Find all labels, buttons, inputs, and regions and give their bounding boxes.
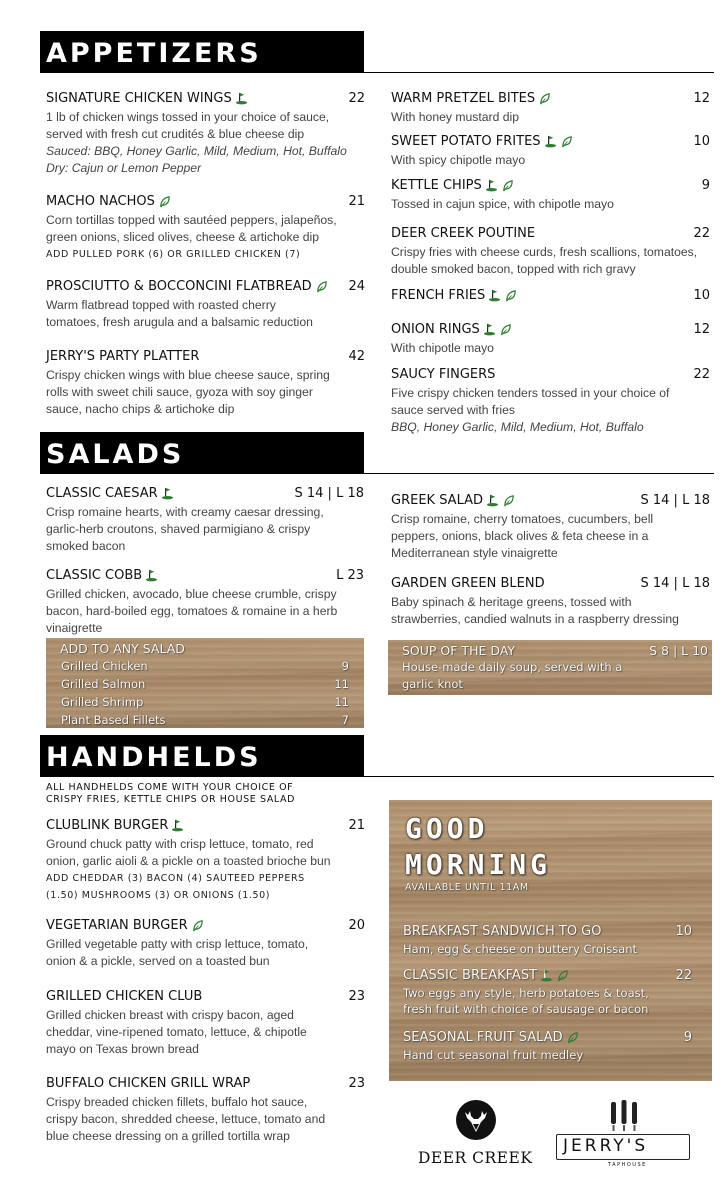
- handhelds-title: HANDHELDS: [46, 742, 262, 773]
- menu-item-description-line: cheddar, vine-ripened tomato, lettuce, & chipotle: [46, 1025, 307, 1039]
- leaf-icon: [502, 494, 515, 507]
- menu-item-name-text: CLASSIC BREAKFAST: [403, 968, 538, 983]
- leaf-icon: [315, 280, 328, 293]
- menu-item-name-text: FRENCH FRIES: [391, 288, 486, 303]
- menu-item: [403, 968, 692, 1028]
- add-on-row: [61, 712, 349, 729]
- menu-item-description-line: Five crispy chicken tenders tossed in your choice of: [391, 386, 670, 400]
- menu-item-description-line: Grilled vegetable patty with crisp lettuce, tomato,: [46, 937, 309, 951]
- menu-item-name: [391, 178, 514, 193]
- menu-item-description-line: 1 lb of chicken wings tossed in your choice of sauce,: [46, 110, 330, 124]
- menu-item-description-line: double smoked bacon, topped with rich gravy: [391, 262, 636, 276]
- menu-item-name-text: SEASONAL FRUIT SALAD: [403, 1030, 563, 1045]
- menu-item: [46, 918, 365, 998]
- menu-item-name-text: SWEET POTATO FRITES: [391, 134, 541, 149]
- menu-item-description-line: With chipotle mayo: [391, 341, 494, 355]
- menu-item-description-line: Grilled chicken, avocado, blue cheese crumble, crispy: [46, 587, 337, 601]
- menu-item-name: [46, 918, 204, 933]
- menu-item-description-line: rolls with sweet chili sauce, gyoza with soy ginger: [46, 385, 313, 399]
- leaf-icon: [556, 969, 569, 982]
- soup-price: S 8 | L 10: [649, 643, 708, 658]
- leaf-icon: [538, 92, 551, 105]
- menu-item-price: 21: [348, 194, 365, 209]
- menu-item-description: [391, 109, 519, 126]
- menu-item-price: 9: [683, 1030, 692, 1045]
- golf-flag-icon: [486, 494, 499, 507]
- salads-header: [40, 432, 364, 474]
- good-morning-subtitle: AVAILABLE UNTIL 11AM: [405, 882, 529, 893]
- menu-item-addon: ADD PULLED PORK (6) OR GRILLED CHICKEN (7): [46, 249, 301, 260]
- golf-flag-icon: [171, 819, 184, 832]
- jerrys-subtitle: TAPHOUSE: [608, 1162, 647, 1168]
- menu-item: [391, 576, 710, 646]
- handhelds-note: [46, 782, 295, 806]
- menu-item-name-text: GREEK SALAD: [391, 493, 484, 508]
- menu-item-price: 10: [693, 288, 710, 303]
- menu-item-name-text: CLASSIC COBB: [46, 568, 143, 583]
- menu-item-description: [46, 1094, 325, 1145]
- menu-item-price: 10: [675, 924, 692, 939]
- menu-item-price: S 14 | L 18: [640, 576, 710, 591]
- menu-item-description: [403, 941, 637, 957]
- menu-item-name: [391, 91, 551, 106]
- menu-item-name: [46, 989, 202, 1004]
- menu-item-description-line: crispy bacon, shredded cheese, lettuce, tomato and: [46, 1112, 326, 1126]
- good-morning-box: [389, 800, 712, 1081]
- handhelds-rule: [364, 776, 714, 777]
- add-on-label: Plant Based Fillets: [61, 713, 166, 727]
- salads-title: SALADS: [46, 439, 185, 470]
- handhelds-header: [40, 735, 364, 777]
- menu-item-description-line: Sauced: BBQ, Honey Garlic, Mild, Medium, Hot, Buffalo: [46, 144, 347, 158]
- menu-item-description: [46, 367, 330, 418]
- jerrys-logo: [556, 1098, 690, 1170]
- add-on-price: 11: [334, 677, 349, 691]
- menu-item-description-line: served with fresh cut crudités & blue cheese dip: [46, 127, 305, 141]
- menu-item-description: [46, 504, 324, 555]
- jerrys-wordmark: JERRY'S: [563, 1136, 649, 1156]
- good-morning-title-line2: MORNING: [405, 848, 552, 881]
- appetizers-header: [40, 31, 364, 73]
- menu-item-description: [391, 385, 669, 436]
- menu-item-description-line: Tossed in cajun spice, with chipotle mayo: [391, 197, 614, 211]
- menu-item-description: [391, 511, 653, 562]
- deer-creek-wordmark: DEER CREEK: [418, 1149, 533, 1167]
- menu-item-name-text: KETTLE CHIPS: [391, 178, 482, 193]
- menu-item-name-text: WARM PRETZEL BITES: [391, 91, 536, 106]
- menu-item-description-line: Grilled chicken breast with crispy bacon, aged: [46, 1008, 294, 1022]
- jerrys-badge: [556, 1134, 690, 1160]
- menu-item-description-line: peppers, onions, black olives & feta cheese in a: [391, 529, 649, 543]
- menu-item-description: [391, 594, 679, 628]
- add-on-row: [61, 658, 349, 675]
- menu-item-name-text: MACHO NACHOS: [46, 194, 155, 209]
- menu-item-description-line: blue cheese dressing on a grilled tortilla wrap: [46, 1129, 290, 1143]
- menu-item-description-line: sauce served with fries: [391, 403, 515, 417]
- beer-taps-icon: [604, 1098, 644, 1138]
- menu-item-description: [46, 586, 337, 637]
- menu-item-name: [46, 349, 199, 364]
- leaf-icon: [504, 289, 517, 302]
- menu-item-price: 22: [675, 968, 692, 983]
- menu-item-description-line: Hand cut seasonal fruit medley: [403, 1048, 584, 1062]
- menu-item-name-text: VEGETARIAN BURGER: [46, 918, 188, 933]
- menu-item-price: S 14 | L 18: [294, 486, 364, 501]
- menu-item-description-line: vinaigrette: [46, 621, 103, 635]
- menu-item-description-line: With honey mustard dip: [391, 110, 520, 124]
- menu-item-name-text: SIGNATURE CHICKEN WINGS: [46, 91, 232, 106]
- menu-item: [46, 349, 365, 429]
- menu-item: [391, 226, 710, 296]
- golf-flag-icon: [483, 323, 496, 336]
- handhelds-note-line: CRISPY FRIES, KETTLE CHIPS OR HOUSE SALAD: [46, 794, 296, 805]
- menu-item-description-line: Two eggs any style, herb potatoes & toast,: [403, 986, 649, 1000]
- golf-flag-icon: [161, 487, 174, 500]
- menu-item-name-text: CLASSIC CAESAR: [46, 486, 158, 501]
- menu-item-name: [46, 486, 174, 501]
- soup-desc-line: House-made daily soup, served with a: [402, 660, 623, 674]
- menu-item-description: [46, 1007, 307, 1058]
- menu-item-description-line: Crispy fries with cheese curds, fresh scallions, tomatoes,: [391, 245, 698, 259]
- menu-item-description: [46, 936, 308, 970]
- appetizers-rule: [364, 72, 714, 73]
- menu-item-name: [403, 1030, 579, 1045]
- menu-item-name-text: GARDEN GREEN BLEND: [391, 576, 545, 591]
- menu-item-description-line: Ground chuck patty with crisp lettuce, tomato, red: [46, 837, 314, 851]
- menu-item-description-line: mayo on Texas brown bread: [46, 1042, 199, 1056]
- menu-item-name: [46, 91, 248, 106]
- menu-item-price: 42: [348, 349, 365, 364]
- menu-item-description-line: strawberries, candied walnuts in a raspberry dressing: [391, 612, 679, 626]
- menu-item-description: [391, 340, 494, 357]
- menu-item-name-text: DEER CREEK POUTINE: [391, 226, 536, 241]
- menu-item-price: 9: [701, 178, 710, 193]
- menu-item-addon: (1.50) MUSHROOMS (3) OR ONIONS (1.50): [46, 890, 271, 901]
- menu-item-name-text: CLUBLINK BURGER: [46, 818, 169, 833]
- menu-item-description: [46, 297, 313, 331]
- leaf-icon: [191, 919, 204, 932]
- soup-title: SOUP OF THE DAY: [402, 643, 515, 658]
- add-to-salad-title: ADD TO ANY SALAD: [60, 641, 185, 656]
- menu-item-name: [391, 134, 573, 149]
- menu-item: [46, 568, 364, 638]
- leaf-icon: [499, 323, 512, 336]
- menu-item-description-line: Crispy chicken wings with blue cheese sauce, spring: [46, 368, 330, 382]
- menu-item-description: [46, 109, 347, 177]
- add-on-label: Grilled Salmon: [61, 677, 146, 691]
- menu-item-price: S 14 | L 18: [640, 493, 710, 508]
- menu-item-name: [391, 493, 515, 508]
- menu-item: [403, 1030, 692, 1090]
- add-on-row: [61, 694, 349, 711]
- menu-item-price: 21: [348, 818, 365, 833]
- menu-item-description: [46, 212, 337, 263]
- menu-item-name: [403, 924, 602, 939]
- menu-item-price: 23: [348, 1076, 365, 1091]
- menu-item-name-text: BREAKFAST SANDWICH TO GO: [403, 924, 602, 939]
- menu-item-price: L 23: [336, 568, 364, 583]
- golf-flag-icon: [235, 92, 248, 105]
- leaf-icon: [501, 179, 514, 192]
- menu-item-price: 22: [348, 91, 365, 106]
- soup-of-the-day-box: [388, 640, 712, 695]
- menu-item-name: [46, 818, 184, 833]
- menu-item-name: [46, 568, 158, 583]
- menu-item-description: [391, 196, 614, 213]
- leaf-icon: [560, 135, 573, 148]
- menu-item: [46, 486, 364, 556]
- menu-item-description-line: Crispy breaded chicken fillets, buffalo hot sauce,: [46, 1095, 308, 1109]
- leaf-icon: [158, 195, 171, 208]
- menu-item-name-text: ONION RINGS: [391, 322, 480, 337]
- menu-item-name-text: JERRY'S PARTY PLATTER: [46, 349, 200, 364]
- golf-flag-icon: [544, 135, 557, 148]
- menu-item-addon: ADD CHEDDAR (3) BACON (4) SAUTEED PEPPERS: [46, 873, 305, 884]
- menu-item-description-line: green onions, sliced olives, cheese & artichoke dip: [46, 230, 320, 244]
- menu-item-price: 12: [693, 91, 710, 106]
- menu-item-price: 24: [348, 279, 365, 294]
- handhelds-note-line: ALL HANDHELDS COME WITH YOUR CHOICE OF: [46, 782, 294, 793]
- golf-flag-icon: [488, 289, 501, 302]
- menu-item: [46, 818, 365, 901]
- add-on-label: Grilled Shrimp: [61, 695, 144, 709]
- menu-item-description-line: Ham, egg & cheese on buttery Croissant: [403, 942, 638, 956]
- menu-item-price: 20: [348, 918, 365, 933]
- menu-item-description-line: onion, garlic aioli & a pickle on a toasted brioche bun: [46, 854, 331, 868]
- menu-item-description-line: Dry: Cajun or Lemon Pepper: [46, 161, 202, 175]
- menu-item-description-line: onion & a pickle, served on a toasted bun: [46, 954, 270, 968]
- menu-item-description: [46, 836, 331, 904]
- menu-item: [46, 279, 365, 359]
- menu-item-description-line: bacon, hard-boiled egg, tomatoes & romaine in a herb: [46, 604, 338, 618]
- menu-item-name-text: BUFFALO CHICKEN GRILL WRAP: [46, 1076, 251, 1091]
- menu-item: [46, 91, 365, 175]
- menu-item-name: [46, 1076, 250, 1091]
- menu-item-description: [403, 1047, 583, 1063]
- golf-flag-icon: [145, 569, 158, 582]
- menu-item: [391, 367, 710, 437]
- salads-rule: [364, 473, 714, 474]
- soup-desc: [402, 659, 622, 693]
- menu-item-description-line: BBQ, Honey Garlic, Mild, Medium, Hot, Buffalo: [391, 420, 644, 434]
- menu-item-name: [391, 288, 517, 303]
- menu-item-description-line: Mediterranean style vinaigrette: [391, 546, 558, 560]
- menu-item-price: 23: [348, 989, 365, 1004]
- menu-item-name-text: PROSCIUTTO & BOCCONCINI FLATBREAD: [46, 279, 312, 294]
- menu-item-price: 22: [693, 226, 710, 241]
- menu-item-description-line: Crisp romaine, cherry tomatoes, cucumbers, bell: [391, 512, 654, 526]
- golf-flag-icon: [485, 179, 498, 192]
- menu-item-description-line: sauce, nacho chips & artichoke dip: [46, 402, 235, 416]
- menu-item-name: [403, 968, 569, 983]
- add-on-price: 11: [334, 695, 349, 709]
- soup-desc-line: garlic knot: [402, 677, 463, 691]
- menu-item-description-line: fresh fruit with choice of sausage or bacon: [403, 1002, 649, 1016]
- menu-item-name: [46, 194, 171, 209]
- menu-item-description-line: With spicy chipotle mayo: [391, 153, 526, 167]
- leaf-icon: [566, 1031, 579, 1044]
- menu-item: [391, 493, 710, 563]
- menu-item-description-line: garlic-herb croutons, shaved parmigiano & crispy: [46, 522, 311, 536]
- menu-item-description: [403, 985, 649, 1017]
- add-to-salad-box: [46, 638, 364, 728]
- menu-item-name: [391, 226, 535, 241]
- menu-item-description-line: Baby spinach & heritage greens, tossed with: [391, 595, 632, 609]
- golf-flag-icon: [540, 969, 553, 982]
- menu-item-description-line: smoked bacon: [46, 539, 126, 553]
- menu-item-name: [391, 367, 495, 382]
- menu-item-description: [391, 152, 525, 169]
- appetizers-title: APPETIZERS: [46, 38, 262, 69]
- menu-item-name: [391, 322, 512, 337]
- add-on-row: [61, 676, 349, 693]
- menu-item-description-line: tomatoes, fresh arugula and a balsamic reduction: [46, 315, 313, 329]
- menu-item-name: [46, 279, 328, 294]
- deer-creek-logo: [414, 1098, 538, 1170]
- menu-item-name-text: GRILLED CHICKEN CLUB: [46, 989, 203, 1004]
- menu-item-price: 12: [693, 322, 710, 337]
- menu-item-description-line: Crisp romaine hearts, with creamy caesar dressing,: [46, 505, 324, 519]
- menu-item-description-line: Warm flatbread topped with roasted cherry: [46, 298, 276, 312]
- good-morning-title-line1: GOOD: [405, 812, 489, 845]
- menu-item-name-text: SAUCY FINGERS: [391, 367, 496, 382]
- add-on-price: 7: [341, 713, 349, 727]
- menu-item-price: 10: [693, 134, 710, 149]
- deer-head-icon: [454, 1098, 498, 1142]
- menu-item-description-line: Corn tortillas topped with sautéed peppers, jalapeños,: [46, 213, 337, 227]
- menu-item: [46, 194, 365, 274]
- menu-item: [46, 1076, 365, 1156]
- menu-item-price: 22: [693, 367, 710, 382]
- menu-item-name: [391, 576, 545, 591]
- add-on-label: Grilled Chicken: [61, 659, 148, 673]
- add-on-price: 9: [341, 659, 349, 673]
- menu-item-description: [391, 244, 697, 278]
- menu-item: [46, 989, 365, 1069]
